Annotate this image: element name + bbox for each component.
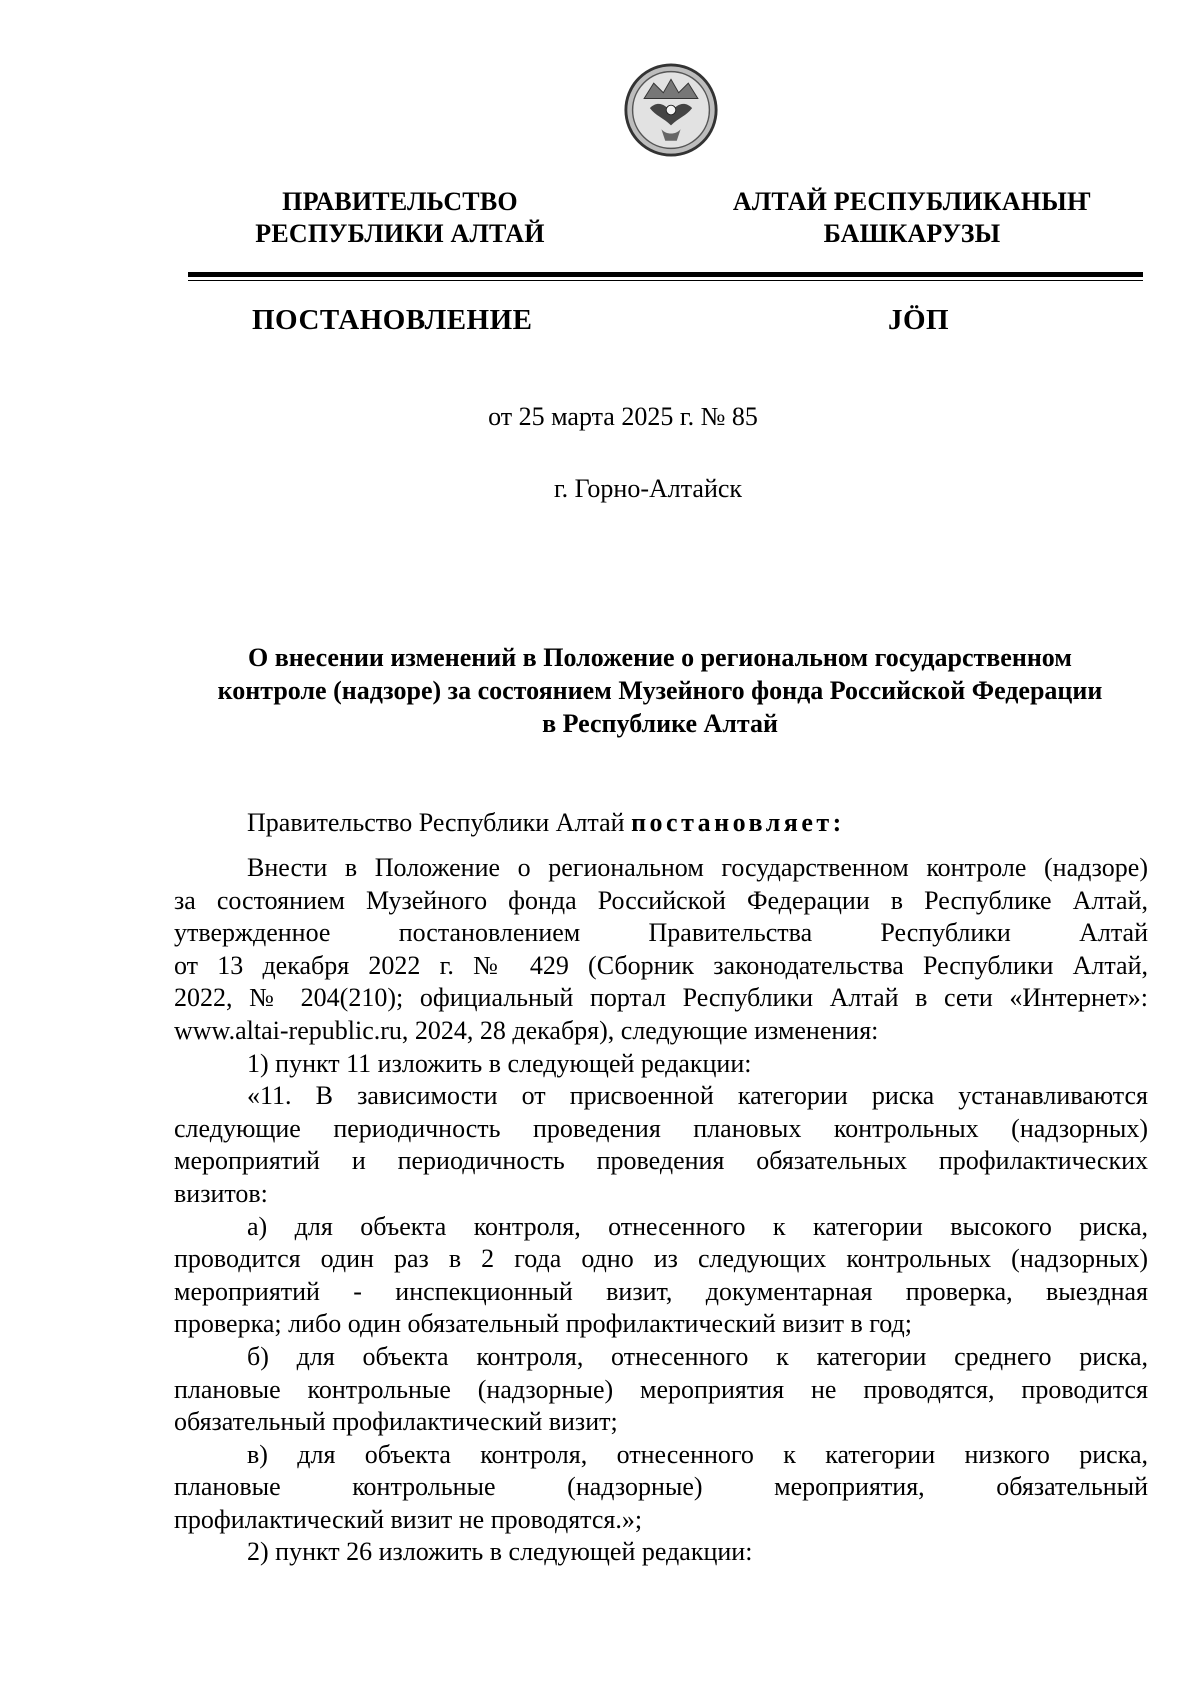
body-line: от 13 декабря 2022 г. № 429 (Сборник законодательства Республики Алтай, bbox=[174, 950, 1148, 980]
body-line: www.altai-republic.ru, 2024, 28 декабря), следующие изменения: bbox=[174, 1015, 879, 1045]
org-name-altai bbox=[712, 186, 1112, 250]
doc-type-russian: ПОСТАНОВЛЕНИЕ bbox=[252, 304, 533, 336]
date-number: от 25 марта 2025 г. № 85 bbox=[488, 402, 758, 431]
document-body bbox=[174, 852, 1148, 1569]
body-line: плановые контрольные (надзорные) мероприятия не проводятся, проводится bbox=[174, 1374, 1148, 1404]
body-line: 1) пункт 11 изложить в следующей редакции: bbox=[247, 1048, 752, 1078]
header-divider-thin bbox=[188, 280, 1143, 281]
coat-of-arms-icon bbox=[623, 62, 719, 158]
body-line: мероприятий и периодичность проведения обязательных профилактических bbox=[174, 1146, 1148, 1176]
body-line: следующие периодичность проведения плановых контрольных (надзорных) bbox=[174, 1113, 1148, 1143]
preamble bbox=[247, 807, 845, 839]
body-line: плановые контрольные (надзорные) мероприятия, обязательный bbox=[174, 1472, 1148, 1502]
title-line: в Республике Алтай bbox=[542, 709, 778, 738]
body-line: 2022, № 204(210); официальный портал Республики Алтай в сети «Интернет»: bbox=[174, 983, 1148, 1013]
body-line: в) для объекта контроля, отнесенного к категории низкого риска, bbox=[247, 1439, 1148, 1469]
body-line: Внести в Положение о региональном государственном контроле (надзоре) bbox=[247, 853, 1148, 882]
body-line: 2) пункт 26 изложить в следующей редакции: bbox=[247, 1537, 753, 1567]
body-line: б) для объекта контроля, отнесенного к категории среднего риска, bbox=[247, 1341, 1148, 1371]
body-line: «11. В зависимости от присвоенной категории риска устанавливаются bbox=[247, 1081, 1148, 1111]
document-title bbox=[170, 641, 1150, 740]
org-name-line: РЕСПУБЛИКИ АЛТАЙ bbox=[255, 219, 545, 248]
doc-type-altai: JӦП bbox=[888, 304, 950, 336]
body-line: мероприятий - инспекционный визит, документарная проверка, выездная bbox=[174, 1276, 1148, 1306]
city: г. Горно-Алтайск bbox=[553, 474, 743, 503]
org-name-line: ПРАВИТЕЛЬСТВО bbox=[282, 187, 518, 216]
org-name-line: АЛТАЙ РЕСПУБЛИКАНЫҤ bbox=[732, 187, 1092, 216]
body-line: проверка; либо один обязательный профилактический визит в год; bbox=[174, 1309, 912, 1339]
body-line: проводится один раз в 2 года одно из следующих контрольных (надзорных) bbox=[174, 1244, 1148, 1274]
org-name-russian bbox=[230, 186, 570, 250]
body-line: обязательный профилактический визит; bbox=[174, 1407, 618, 1437]
body-line: визитов: bbox=[174, 1178, 268, 1208]
title-line: О внесении изменений в Положение о региональном государственном bbox=[247, 643, 1073, 672]
body-line: утвержденное постановлением Правительства Республики Алтай bbox=[174, 918, 1148, 948]
title-line: контроле (надзоре) за состоянием Музейного фонда Российской Федерации bbox=[217, 676, 1103, 705]
body-line: за состоянием Музейного фонда Российской Федерации в Республике Алтай, bbox=[174, 885, 1148, 915]
org-name-line: БАШКАРУЗЫ bbox=[823, 219, 1001, 248]
body-line: а) для объекта контроля, отнесенного к категории высокого риска, bbox=[247, 1211, 1148, 1241]
header-divider-thick bbox=[188, 272, 1143, 277]
body-line: профилактический визит не проводятся.»; bbox=[174, 1504, 643, 1534]
preamble-text: Правительство Республики Алтай bbox=[247, 808, 632, 837]
preamble-emphasis: постановляет: bbox=[631, 808, 845, 837]
